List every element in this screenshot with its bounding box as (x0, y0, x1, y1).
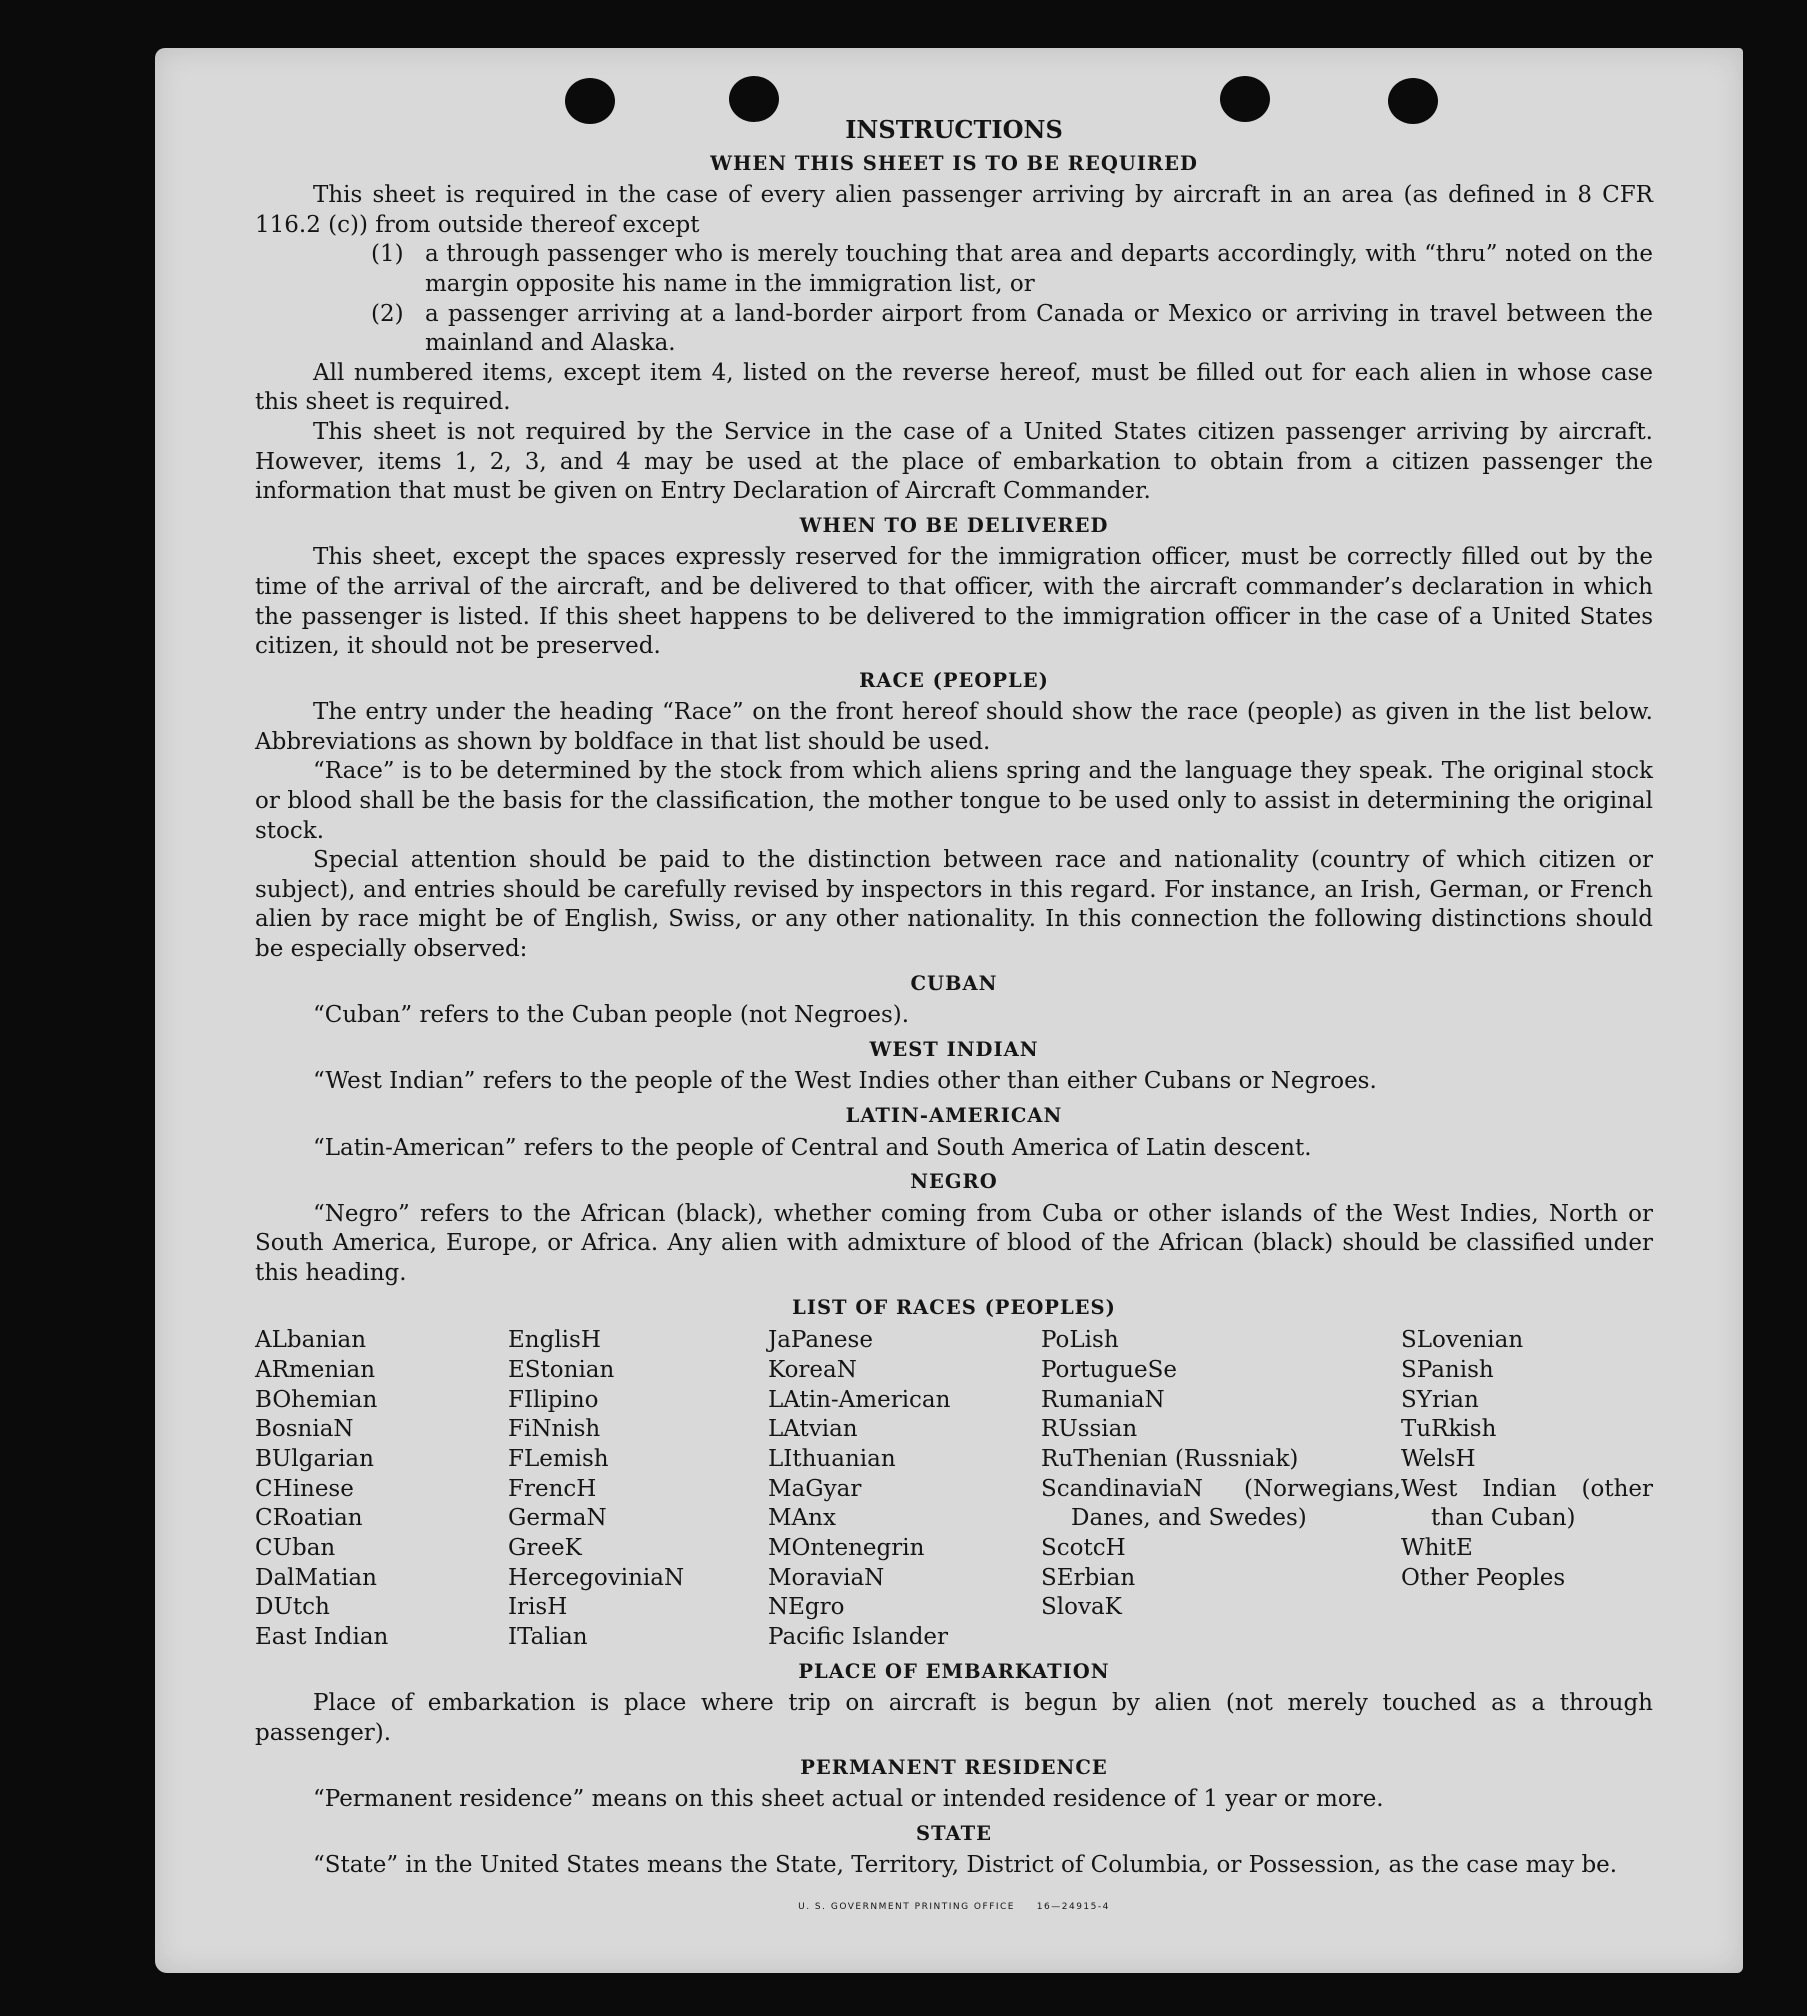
paragraph: “Negro” refers to the African (black), whether coming from Cuba or other islands of the West Indies, North or South America, Europe, or Africa. Any alien with admixture of blood of the African (black) should be classified under this heading. (255, 1200, 1653, 1286)
item-number: (2) (371, 300, 404, 327)
race-entry: BOhemian (255, 1386, 378, 1413)
race-entry: Other Peoples (1401, 1564, 1566, 1591)
race-entry: HercegoviniaN (508, 1564, 685, 1591)
paragraph: “State” in the United States means the State, Territory, District of Columbia, or Possession, as the case may be. (313, 1852, 1618, 1879)
section-heading: PERMANENT RESIDENCE (800, 1755, 1108, 1779)
race-entry: DUtch (255, 1594, 330, 1621)
paragraph: The entry under the heading “Race” on the front hereof should show the race (people) as given in the list below. Abbreviations as shown by boldface in that list should be used. (255, 699, 1653, 755)
exception-item (371, 240, 1653, 299)
paragraph: All numbered items, except item 4, listed on the reverse hereof, must be filled out for each alien in whose case this sheet is required. (255, 359, 1653, 416)
item-text: a through passenger who is merely touching that area and departs accordingly, with “thru” noted on the margin opposite his name in the immigration list, or (425, 241, 1653, 297)
paragraph: This sheet, except the spaces expressly reserved for the immigration officer, must be correctly filled out by the time of the arrival of the aircraft, and be delivered to that officer, with the aircraft commander’s declaration in which the passenger is listed. If this sheet happens to be delivered to the immigration officer in the case of a United States citizen, it should not be preserved. (255, 544, 1653, 660)
item-text: a passenger arriving at a land-border airport from Canada or Mexico or arriving in travel between the mainland and Alaska. (425, 300, 1653, 357)
paragraph: Place of embarkation is place where trip on aircraft is begun by alien (not merely touched as a through passenger). (255, 1690, 1653, 1747)
page-title: INSTRUCTIONS (845, 115, 1063, 144)
race-entry: EStonian (508, 1356, 615, 1383)
document-sheet (155, 48, 1743, 1973)
race-entry: CUban (255, 1535, 336, 1562)
race-entry: Pacific Islander (768, 1624, 949, 1651)
paragraph: Special attention should be paid to the distinction between race and nationality (country of which citizen or subject), and entries should be carefully revised by inspectors in this regard. For instance, an Irish, German, or French alien by race might be of English, Swiss, or any other nationality. In this connection the following distinctions should be especially observed: (255, 847, 1653, 963)
race-entry: CRoatian (255, 1505, 363, 1532)
race-column (768, 1326, 1041, 1653)
section-heading: LIST OF RACES (PEOPLES) (792, 1295, 1116, 1319)
race-entry: WelsH (1401, 1445, 1476, 1472)
section-heading: LATIN-AMERICAN (845, 1104, 1063, 1127)
race-column (1041, 1326, 1401, 1653)
section-heading: WEST INDIAN (869, 1037, 1039, 1061)
race-entry: CHinese (255, 1475, 354, 1502)
race-entry: East Indian (255, 1624, 389, 1651)
race-entry: FIlipino (508, 1386, 599, 1413)
race-entry: MoraviaN (768, 1564, 885, 1591)
race-entry: BUlgarian (255, 1445, 374, 1472)
paragraph: “Race” is to be determined by the stock from which aliens spring and the language they speak. The original stock or blood shall be the basis for the classification, the mother tongue to be used only to assist in determining the original stock. (255, 758, 1653, 844)
race-entry: FLemish (508, 1445, 609, 1472)
race-entry: GermaN (508, 1505, 607, 1532)
race-entry: ARmenian (255, 1356, 376, 1383)
section-heading: RACE (PEOPLE) (859, 668, 1049, 692)
race-entry: SLovenian (1401, 1327, 1524, 1354)
paragraph: This sheet is required in the case of every alien passenger arriving by aircraft in an area (as defined in 8 CFR 116.2 (c)) from outside thereof except (255, 182, 1653, 238)
race-list (255, 1326, 1653, 1653)
race-column (255, 1326, 508, 1653)
item-number: (1) (371, 241, 404, 268)
race-column (508, 1326, 768, 1653)
paragraph: “West Indian” refers to the people of the West Indies other than either Cubans or Negroes. (313, 1068, 1377, 1095)
race-entry: LAtin-American (768, 1386, 951, 1413)
race-entry: EnglisH (508, 1327, 601, 1354)
race-entry: LAtvian (768, 1416, 858, 1443)
race-entry: JaPanese (768, 1327, 873, 1354)
paragraph: This sheet is not required by the Service in the case of a United States citizen passenger arriving by aircraft. However, items 1, 2, 3, and 4 may be used at the place of embarkation to obtain from a citizen passenger the information that must be given on Entry Declaration of Aircraft Commander. (255, 418, 1653, 505)
race-entry: RuThenian (Russniak) (1041, 1445, 1299, 1472)
race-entry: MaGyar (768, 1475, 862, 1502)
race-column (1401, 1326, 1653, 1653)
race-entry: DalMatian (255, 1564, 377, 1591)
race-entry: IrisH (508, 1594, 568, 1621)
race-entry: FrencH (508, 1475, 597, 1502)
printing-office-footer: U. S. GOVERNMENT PRINTING OFFICE 16—24915-4 (798, 1902, 1110, 1913)
race-entry: ScandinaviaN (Norwegians, Danes, and Swedes) (1041, 1475, 1401, 1532)
race-entry: SErbian (1041, 1564, 1136, 1591)
section-heading: STATE (916, 1821, 992, 1845)
paragraph: “Permanent residence” means on this sheet actual or intended residence of 1 year or more. (313, 1786, 1384, 1813)
race-entry: RUssian (1041, 1416, 1138, 1443)
race-entry: BosniaN (255, 1416, 354, 1443)
race-entry: KoreaN (768, 1356, 857, 1383)
race-entry: PoLish (1041, 1327, 1119, 1354)
race-entry: TuRkish (1401, 1416, 1497, 1443)
race-entry: MOntenegrin (768, 1535, 925, 1562)
race-entry: WhitE (1401, 1535, 1473, 1562)
race-entry: MAnx (768, 1505, 836, 1532)
race-entry: RumaniaN (1041, 1386, 1165, 1413)
exception-item (371, 300, 1653, 359)
race-entry: FiNnish (508, 1416, 601, 1443)
race-entry: ScotcH (1041, 1535, 1126, 1562)
race-entry: PortugueSe (1041, 1356, 1177, 1383)
race-entry: NEgro (768, 1594, 845, 1621)
section-heading: NEGRO (910, 1170, 998, 1194)
race-entry: ALbanian (255, 1327, 367, 1354)
race-entry: West Indian (other than Cuban) (1401, 1475, 1653, 1532)
race-entry: GreeK (508, 1535, 582, 1562)
race-entry: LIthuanian (768, 1445, 896, 1472)
race-entry: SlovaK (1041, 1594, 1122, 1621)
section-heading: CUBAN (910, 971, 998, 995)
race-entry: SYrian (1401, 1386, 1479, 1413)
paragraph: “Latin-American” refers to the people of Central and South America of Latin descent. (313, 1134, 1312, 1161)
race-entry: SPanish (1401, 1356, 1494, 1383)
race-entry: ITalian (508, 1624, 588, 1651)
instructions-content (255, 115, 1653, 1923)
paragraph: “Cuban” refers to the Cuban people (not Negroes). (313, 1002, 910, 1029)
section-heading: WHEN TO BE DELIVERED (799, 513, 1109, 537)
section-heading: PLACE OF EMBARKATION (798, 1659, 1110, 1683)
section-heading: WHEN THIS SHEET IS TO BE REQUIRED (710, 151, 1198, 175)
